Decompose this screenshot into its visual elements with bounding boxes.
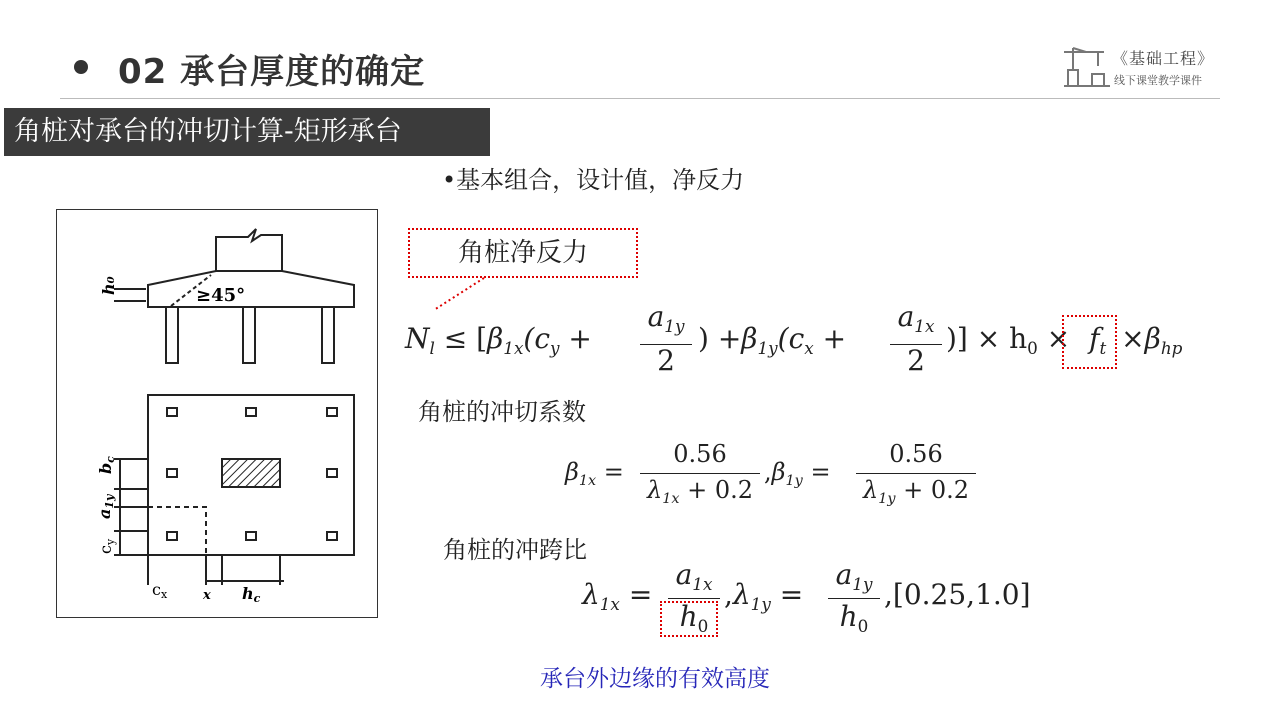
- page-title: 02 承台厚度的确定: [118, 52, 426, 92]
- h0-highlight-box: [660, 601, 718, 637]
- frac-a1x-numerator: $a_{1x}$: [897, 300, 935, 336]
- coef-1x-numerator: 0.56: [673, 440, 727, 468]
- bullet-text: •基本组合，设计值，净反力: [442, 166, 745, 194]
- equation-ratio-1y: $,\lambda_{1y}$ =: [724, 578, 804, 614]
- fraction-bar: [856, 473, 976, 474]
- header-divider: [60, 98, 1220, 99]
- equation-punching: $N_l \le [\beta_{1x}(c_y$ +: [405, 322, 592, 358]
- fraction-bar: [640, 473, 760, 474]
- pile-cap-diagram: [56, 209, 378, 618]
- logo-subtitle: 线下课堂教学课件: [1114, 74, 1202, 87]
- a1y-label: a1y: [95, 494, 116, 519]
- ax-label: x: [203, 588, 211, 603]
- equation-punching-mid: ) $+\beta_{1y}(c_x$ +: [698, 322, 847, 358]
- header-bullet: [74, 60, 88, 74]
- equation-punching-end: )] × $h_0 \times f_t \times\beta_{hp}$: [946, 322, 1183, 358]
- equation-coef-1y: $,\beta_{1y}$ =: [764, 458, 831, 490]
- equation-coef-1x: $\beta_{1x}$ =: [565, 458, 624, 490]
- callout-box: 角桩净反力: [408, 228, 638, 278]
- cy-label: cy: [96, 538, 117, 554]
- coef-1y-denominator: $\lambda_{1y} + 0.2$: [862, 476, 970, 508]
- callout-pointer: [430, 276, 490, 314]
- coef-1x-denominator: $\lambda_{1x} + 0.2$: [646, 476, 754, 508]
- ratio-range: ,[0.25,1.0]: [884, 578, 1031, 611]
- frac-two: 2: [657, 344, 675, 377]
- fraction-bar: [668, 598, 720, 599]
- note-text: 承台外边缘的有效高度: [540, 666, 770, 692]
- bc-label: bc: [96, 456, 117, 474]
- crane-logo-icon: [1064, 44, 1112, 90]
- ratio-label: 角桩的冲跨比: [443, 536, 587, 564]
- equation-ratio-1x: $\lambda_{1x}$ =: [582, 578, 653, 614]
- coef-label: 角桩的冲切系数: [418, 398, 586, 426]
- section-banner: 角桩对承台的冲切计算-矩形承台: [4, 108, 490, 156]
- fraction-bar: [828, 598, 880, 599]
- hc-label: hc: [242, 584, 261, 605]
- h0-label: h₀: [99, 276, 118, 295]
- ratio-1y-denominator: $h_0$: [839, 600, 869, 636]
- ratio-1y-numerator: $a_{1y}$: [835, 558, 873, 594]
- logo-title: 《基础工程》: [1112, 49, 1215, 68]
- angle-label: ≥45°: [196, 285, 246, 306]
- ratio-1x-denominator: $h_0$: [679, 600, 709, 636]
- coef-1y-numerator: 0.56: [889, 440, 943, 468]
- cx-label: cx: [152, 580, 168, 601]
- ft-highlight-box: [1062, 315, 1117, 369]
- ratio-1x-numerator: $a_{1x}$: [675, 558, 713, 594]
- frac-two: 2: [907, 344, 925, 377]
- frac-a1y-numerator: $a_{1y}$: [647, 300, 685, 336]
